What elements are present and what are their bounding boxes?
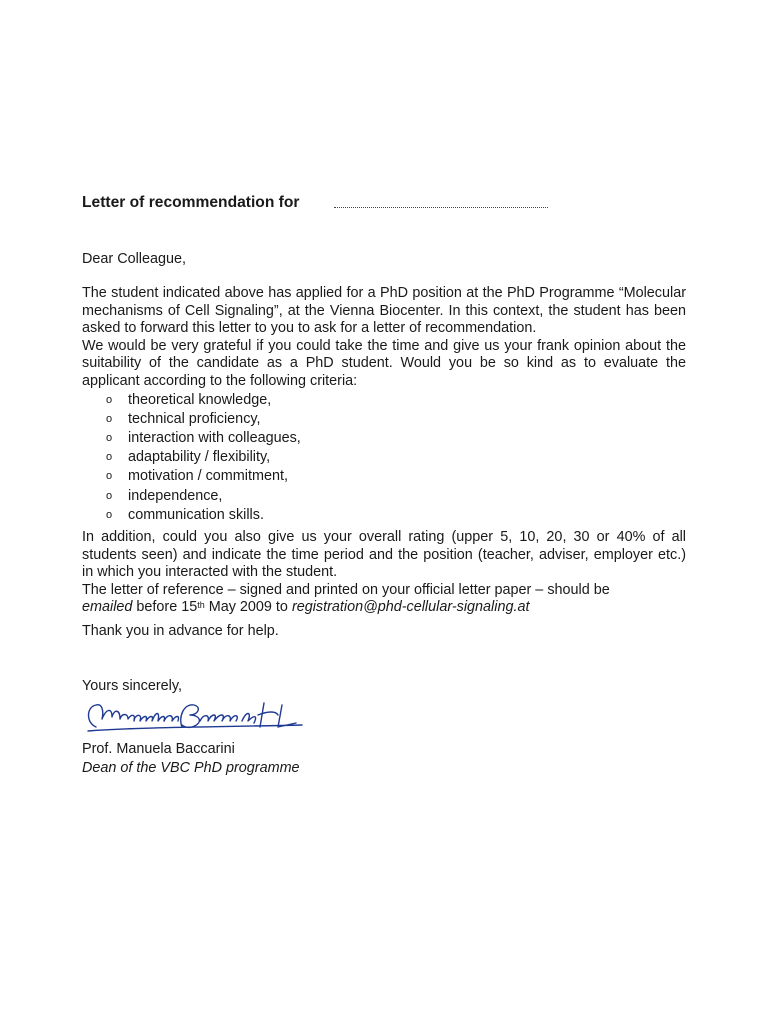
name-blank-line — [334, 207, 548, 208]
signature-image — [82, 697, 332, 739]
bullet-icon: o — [106, 412, 113, 425]
list-item: o interaction with colleagues, — [82, 429, 686, 448]
salutation: Dear Colleague, — [82, 251, 186, 267]
bullet-icon: o — [106, 470, 113, 483]
paragraph-deadline: The letter of reference – signed and printed on your official letter paper – should be emailed before 15th May 2009 to registration@phd-cellular-signaling.at — [82, 581, 610, 616]
paragraph-request: We would be very grateful if you could take the time and give us your frank opinion about the suitability of the candidate as a PhD student. Would you be so kind as to evaluate the applicant according to the following criteria: — [82, 337, 686, 389]
list-item: o technical proficiency, — [82, 410, 686, 429]
bullet-icon: o — [106, 393, 113, 406]
bullet-icon: o — [106, 508, 113, 521]
paragraph-intro: The student indicated above has applied for a PhD position at the PhD Programme “Molecular mechanisms of Cell Signaling”, at the Vienna Biocenter. In this context, the student has been asked to forward this letter to you to ask for a letter of recommendation. — [82, 285, 686, 337]
bullet-icon: o — [106, 431, 113, 444]
bullet-icon: o — [106, 451, 113, 464]
paragraph-rating: In addition, could you also give us your overall rating (upper 5, 10, 20, 30 or 40% of all students seen) and indicate the time period and the position (teacher, adviser, employer etc.) in which you interacted with the student. — [82, 528, 686, 581]
list-item: o theoretical knowledge, — [82, 391, 686, 410]
list-item: o adaptability / flexibility, — [82, 448, 686, 467]
list-item: o communication skills. — [82, 506, 686, 525]
emailed-word: emailed — [82, 599, 133, 616]
bullet-icon: o — [106, 489, 113, 502]
letter-body — [82, 285, 686, 641]
paragraph-thanks: Thank you in advance for help. — [82, 622, 279, 639]
list-item: o motivation / commitment, — [82, 467, 686, 486]
email-address: registration@phd-cellular-signaling.at — [291, 599, 530, 616]
title-row — [82, 194, 686, 216]
criteria-list — [82, 391, 686, 525]
ordinal-suffix: th — [197, 600, 205, 611]
signer-role: Dean of the VBC PhD programme — [82, 760, 300, 776]
signer-name: Prof. Manuela Baccarini — [82, 741, 235, 757]
closing: Yours sincerely, — [82, 678, 182, 694]
list-item: o independence, — [82, 487, 686, 506]
letter-title: Letter of recommendation for — [82, 194, 300, 211]
